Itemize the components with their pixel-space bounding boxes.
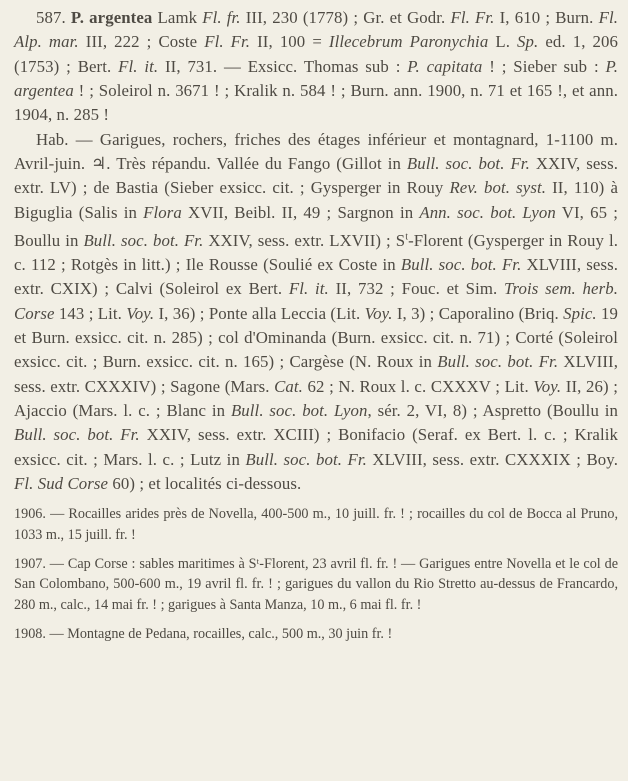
citation-title: Fl. Sud Corse <box>14 474 109 494</box>
citation-title: Voy. <box>364 303 393 323</box>
habitat-text: Hab. — Garigues, rochers, friches des étages inférieur et montagnard, 1-1100 m. Avril-juin. ♃. Très répandu. Vallée du Fango (Gillot in Bull. soc. bot. Fr. XXIV, sess. extr. LV) ; de Bastia (Sieber exsicc. cit. ; Gysperger in Rouy Rev. bot. syst. II, 110) à Biguglia (Salis in Flora XVII, Beibl. II, 49 ; Sargnon in Ann. soc. bot. Lyon VI, 65 ; Boullu in Bull. soc. bot. Fr. XXIV, sess. extr. LXVII) ; $S^t$-Florent (Gysperger in Rouy l. c. 112 ; Rotgès in litt.) ; Ile Rousse (Soulié ex Coste in Bull. soc. bot. Fr. XLVIII, sess. extr. CXIX) ; Calvi (Soleirol ex Bert. Fl. it. II, 732 ; Fouc. et Sim. Trois sem. herb. Corse 143 ; Lit. Voy. I, 36) ; Ponte alla Leccia (Lit. Voy. I, 3) ; Caporalino (Briq. Spic. 19 et Burn. exsicc. cit. n. 285) ; col d'Ominanda (Burn. exsicc. cit. n. 71) ; Corté (Soleirol exsicc. cit. ; Burn. exsicc. cit. n. 165) ; Cargèse (N. Roux in Bull. soc. bot. Fr. XLVIII, sess. extr. CXXXIV) ; Sagone (Mars. Cat. 62 ; N. Roux l. c. CXXXV ; Lit. Voy. II, 26) ; Ajaccio (Mars. l. c. ; Blanc in Bull. soc. bot. Lyon, sér. 2, VI, 8) ; Aspretto (Boullu in Bull. soc. bot. Fr. XXIV, sess. extr. XCIII) ; Bonifacio (Seraf. ex Bert. l. c. ; Kralik exsicc. cit. ; Mars. l. c. ; Lutz in Bull. soc. bot. Fr. XLVIII, sess. extr. CXXXIX ; Boy. Fl. Sud Corse 60) ; et localités ci-dessous. <box>14 129 619 494</box>
species-name: P. argentea <box>70 8 153 27</box>
citation-title: Bull. soc. bot. Fr. <box>437 352 559 372</box>
citation-title: Bull. soc. bot. Fr. <box>83 230 204 250</box>
citation-title: Voy. <box>126 303 155 323</box>
citation-title: Bull. soc. bot. Lyon <box>230 401 368 421</box>
citation-title: Ann. soc. bot. Lyon <box>419 202 556 222</box>
observation-1906 <box>14 504 618 545</box>
citation-title: Fl. it. <box>118 56 159 76</box>
citation-title: Voy. <box>533 376 562 396</box>
citation-title: Fl. Fr. <box>204 32 251 52</box>
habitat-paragraph <box>14 128 618 497</box>
citation-title: Fl. Alp. mar. <box>14 8 619 52</box>
observation-1907 <box>14 554 618 615</box>
citation-title: Bull. soc. bot. Fr. <box>406 154 530 174</box>
citation-title: Fl. Fr. <box>450 8 495 27</box>
citation-title: Fl. fr. <box>202 8 241 27</box>
observation-text: — Montagne de Pedana, rocailles, calc., 500 m., 30 juin fr. ! <box>49 625 393 642</box>
entry-number: 587. <box>36 8 66 27</box>
entry-synonymy: Lamk Fl. fr. III, 230 (1778) ; Gr. et Godr. Fl. Fr. I, 610 ; Burn. Fl. Alp. mar. III, 222 ; Coste Fl. Fr. II, 100 = Illecebrum Paronychia L. Sp. ed. 1, 206 (1753) ; Bert. Fl. it. II, 731. — Exsicc. Thomas sub : P. capitata ! ; Sieber sub : P. argentea ! ; Soleirol n. 3671 ! ; Kralik n. 584 ! ; Burn. ann. 1900, n. 71 et 165 !, et ann. 1904, n. 285 ! <box>14 8 619 125</box>
citation-title: Sp. <box>517 32 539 52</box>
species-entry <box>14 6 618 128</box>
citation-title: Cat. <box>274 376 303 396</box>
observation-text: — Rocailles arides près de Novella, 400-500 m., 10 juill. fr. ! ; rocailles du col de Bocca al Pruno, 1033 m., 15 juill. fr. ! <box>14 506 618 543</box>
citation-title: Trois sem. herb. Corse <box>14 279 619 323</box>
citation-title: Spic. <box>563 303 597 323</box>
citation-title: Rev. bot. syst. <box>449 178 547 198</box>
observation-year: 1908. <box>14 625 46 642</box>
citation-title: Bull. soc. bot. Fr. <box>245 449 367 469</box>
citation-title: Flora <box>143 202 182 222</box>
superscript: t <box>405 231 409 243</box>
citation-title: Bull. soc. bot. Fr. <box>14 425 140 445</box>
citation-title: Bull. soc. bot. Fr. <box>400 255 522 275</box>
observation-1908 <box>14 624 618 644</box>
observation-year: 1906. <box>14 506 46 523</box>
citation-title: Illecebrum Paronychia <box>328 32 489 52</box>
citation-title: P. argentea <box>14 56 619 101</box>
observation-text: — Cap Corse : sables maritimes à Sᵗ-Florent, 23 avril fl. fr. ! — Garigues entre Novella et le col de San Colombano, 500-600 m., 19 avril fl. fr. ! ; garigues du vallon du Rio Stretto au-dessus de Francardo, 280 m., calc., 14 mai fr. ! ; garigues à Santa Manza, 10 m., 6 mai fl. fr. ! <box>14 556 619 613</box>
citation-title: P. capitata <box>407 56 483 76</box>
observation-year: 1907. <box>14 556 46 573</box>
citation-title: Fl. it. <box>288 279 329 299</box>
